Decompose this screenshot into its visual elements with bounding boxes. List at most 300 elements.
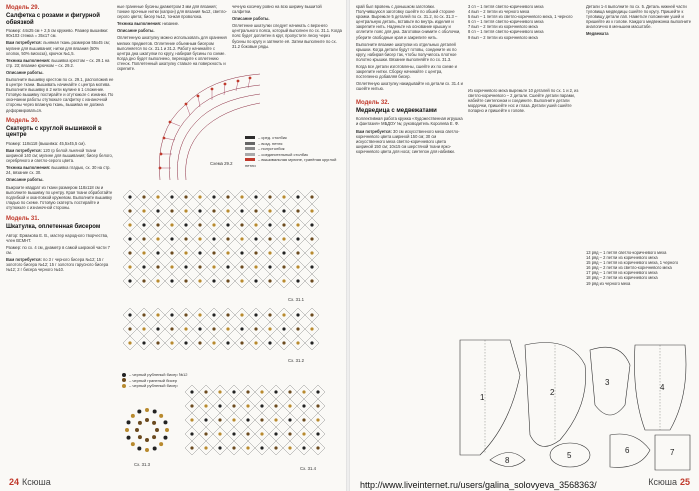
bead (226, 313, 229, 316)
bead (260, 418, 263, 421)
row-instruction: 13 ряд – 1 петля светло-коричневого меха (586, 250, 667, 255)
svg-text:5: 5 (567, 451, 572, 460)
bead (131, 442, 135, 446)
bead (282, 313, 285, 316)
left-footer (6, 477, 51, 487)
bead (240, 209, 243, 212)
model29-desc: Выполните вышивку крестом по сх. 29.1, расположив ее в центре ткани. Вышивать начинайте с центра мотива. Выполните вышивку в 2 нити мулине в 1 сложение. Готовую вышивку постирайте и отутюжьте с изнанки. По окончании работы отутюжьте салфетку с изнаночной стороны через влажную ткань, вышивка не должна деформироваться. (6, 76, 114, 113)
bead (184, 251, 187, 254)
pattern-piece-3 (590, 347, 630, 415)
bead (226, 327, 229, 330)
bead (156, 237, 159, 240)
bead (268, 223, 271, 226)
bead (268, 279, 271, 282)
bead (296, 251, 299, 254)
scheme-31-1-label: Сх. 31.1 (288, 297, 305, 302)
bead (282, 279, 285, 282)
bead (282, 341, 285, 344)
model30-tech: вышивка гладью, сх. 30 на стр. 24, вязание сх. 30. (6, 165, 111, 176)
svg-text:6: 6 (625, 446, 630, 455)
bead (296, 209, 299, 212)
bead (268, 251, 271, 254)
bead (316, 404, 319, 407)
bead (226, 209, 229, 212)
bead (156, 265, 159, 268)
bead (246, 418, 249, 421)
bead (282, 327, 285, 330)
topright-p1: чечную косичку ровно на всю ширину вышитой салфетки. (232, 4, 322, 15)
svg-text:4: 4 (660, 383, 665, 392)
bead (156, 341, 159, 344)
bead (127, 436, 131, 440)
bead (128, 313, 131, 316)
model32-title: Модель 32. (356, 99, 390, 106)
middle-tech-head: Техника выполнения: (117, 21, 162, 27)
bead (137, 446, 141, 450)
bead (240, 327, 243, 330)
svg-text:8: 8 (505, 456, 510, 465)
row-instruction: 3 сп – 1 петля светло-коричневого меха (468, 4, 544, 9)
bead (240, 195, 243, 198)
bead (128, 237, 131, 240)
bead (310, 313, 313, 316)
right-page-number: 25 (679, 477, 690, 487)
left-page-number: 24 (9, 477, 20, 487)
bead (142, 327, 145, 330)
bead (302, 404, 305, 407)
bead (268, 209, 271, 212)
bead (128, 279, 131, 282)
bead (142, 237, 145, 240)
bead (163, 436, 167, 440)
bead (288, 432, 291, 435)
right-magazine-title: Ксюша (648, 477, 677, 487)
bead (184, 341, 187, 344)
bead (128, 341, 131, 344)
pattern-piece-2 (525, 343, 586, 447)
bead-legend-item: – черный граненый бисер (122, 378, 232, 384)
sewing-pattern-pieces (450, 335, 695, 475)
right-col1-p2: Выполните вязание шкатулки из отдельных деталей крышки. Когда детали будут готовы, соедините их по кругу, набирая бисер так, чтобы получилось плотное полотно крышки. Вязание выполняйте по сх. 31.3. (356, 41, 457, 62)
bead (128, 265, 131, 268)
bead (156, 223, 159, 226)
bead (198, 209, 201, 212)
topright-desc: Оплетение шкатулки следует начинать с верхнего центрального пояса, который выполнен по сх. 31.1. Когда пояс будет доплетен в круг, пропустите леску через бусины по кругу и затяните её. Затем выполните по сх. 31.2 боковые ряды. (232, 23, 342, 49)
bead (204, 446, 207, 449)
row-instruction: 9 вып – 2 петли из коричневого меха (468, 34, 538, 40)
bead-scheme-31-2 (118, 305, 343, 365)
bead (302, 418, 305, 421)
crochet-legend (245, 135, 345, 168)
bead (153, 410, 157, 414)
row-instruction: 18 ряд – 2 петли из коричневого меха (586, 275, 658, 281)
bead (184, 279, 187, 282)
bead (316, 390, 319, 393)
row-instruction: 5 вып – 1 петля из светло-коричневого меха, 1 черного (468, 14, 573, 20)
bead (156, 313, 159, 316)
bead (240, 313, 243, 316)
bead (190, 418, 193, 421)
bead (152, 435, 156, 439)
bead (165, 428, 169, 432)
bead (142, 265, 145, 268)
left-text-column (6, 4, 114, 474)
bead (310, 341, 313, 344)
bead (156, 327, 159, 330)
bead (296, 341, 299, 344)
row-instruction: 4 вып – 2 петли из черного меха (468, 9, 530, 15)
bead (232, 432, 235, 435)
bead (254, 327, 257, 330)
right-col1-p3: Когда все детали изготовлены, сшейте их по схеме и закрепите нитки. Сборку начинайте с центра, постепенно добавляя бисер. (356, 64, 457, 80)
bead (240, 251, 243, 254)
bead (254, 341, 257, 344)
bead-legend-item: – черный рубленый бисер (122, 383, 232, 389)
bead (254, 209, 257, 212)
bead (138, 421, 142, 425)
scheme-29-2-label: Схема 29.2 (210, 161, 233, 166)
bead (212, 195, 215, 198)
model29-materials-head: Вам потребуется: (6, 40, 42, 46)
bead (145, 418, 149, 422)
bead (268, 195, 271, 198)
bead (274, 446, 277, 449)
bead (198, 327, 201, 330)
bead (274, 404, 277, 407)
bead (142, 209, 145, 212)
bead (246, 432, 249, 435)
bead (260, 446, 263, 449)
row-instruction: 19 ряд из черного меха (586, 280, 631, 286)
bead (128, 223, 131, 226)
bead (212, 209, 215, 212)
bead (240, 341, 243, 344)
bead (260, 432, 263, 435)
bead (310, 195, 313, 198)
model32-materials-head: Вам потребуется: (356, 128, 392, 134)
bead (310, 327, 313, 330)
bead (310, 251, 313, 254)
bead (316, 446, 319, 449)
bead (240, 279, 243, 282)
bead (170, 279, 173, 282)
bead (212, 237, 215, 240)
row-instruction: 14 ряд – 2 петли из коричневого меха (586, 255, 658, 261)
bead (131, 414, 135, 418)
scheme-31-2-label: Сх. 31.2 (288, 358, 305, 363)
right-col-3-text (586, 4, 694, 184)
bead (288, 390, 291, 393)
bead (254, 265, 257, 268)
svg-text:1: 1 (480, 393, 485, 402)
scheme-31-3-label: Сх. 31.3 (134, 462, 151, 467)
left-right-text (232, 4, 342, 66)
bead (198, 313, 201, 316)
bead (240, 265, 243, 268)
bead (142, 195, 145, 198)
bead (156, 251, 159, 254)
bead (204, 404, 207, 407)
row-instruction: 6 сп – 1 петля светло-коричневого меха (468, 19, 544, 25)
middle-desc: Оплетенную шкатулку можно использовать для хранения мелких предметов. Оплетение объемным бисером выполняется по сх. 31.1 и 31.2. Работу начинайте с центра дна шкатулки по кругу, набирая бусины по схеме. Когда дно будет выполнено, переходите к оплетению стенок. Поплетенный шкатулку ставьте на поверхность и скрепите. (117, 35, 227, 72)
bead (268, 265, 271, 268)
right-col-1 (356, 4, 464, 334)
bead (184, 237, 187, 240)
bead (226, 251, 229, 254)
left-page (0, 0, 346, 491)
model30-desc: Выкроите квадрат из ткани размером 118х118 см и выполните вышивку по центру. Края ткани обработайте подгибкой и окантовкой кружевом. Выполните вышивку гладью по схеме. Готовую скатерть постирайте и отутюжьте с изнаночной стороны. (6, 184, 113, 210)
bead (226, 195, 229, 198)
bead (212, 223, 215, 226)
right-footer (648, 477, 693, 487)
bead (159, 442, 163, 446)
bead (268, 327, 271, 330)
middle-tech: низание. (162, 21, 180, 27)
bead (274, 418, 277, 421)
model30-title: Модель 30. (6, 117, 40, 124)
bead (254, 237, 257, 240)
model31-size: Размер: по сх. 4 см, диаметр в самой широкой части 7 см. (6, 244, 110, 256)
bead (128, 327, 131, 330)
pattern-piece-6 (610, 434, 650, 467)
model29-desc-head: Описание работы. (6, 69, 44, 75)
bead (302, 390, 305, 393)
bead (170, 223, 173, 226)
bead (153, 446, 157, 450)
model30-tech-head: Техника выполнения: (6, 165, 51, 171)
bead (142, 223, 145, 226)
bead (288, 446, 291, 449)
bead (226, 237, 229, 240)
model31-subtitle: Шкатулка, оплетенная бисером (6, 224, 101, 231)
row-instruction: 17 ряд – 1 петля из коричневого меха (586, 270, 658, 276)
bead-legend-item: – черный рубленый бисер №12 (122, 372, 232, 378)
bead (310, 265, 313, 268)
bead (246, 404, 249, 407)
bead (145, 448, 149, 452)
bead (316, 432, 319, 435)
bead (310, 237, 313, 240)
row-instruction: 15 ряд – 1 петля из коричневого меха, 1 черного (586, 260, 679, 266)
bead (137, 410, 141, 414)
model32-author: Коллективная работа кружка «Художественная игрушка и фантазия» МБДОУ №; руководитель Королева Е. Ф. (356, 116, 463, 127)
bead (155, 428, 159, 432)
bead (142, 341, 145, 344)
model29-title: Модель 29. (6, 5, 40, 11)
bead (128, 209, 131, 212)
right-col3-head: Медвежата (586, 31, 609, 37)
model29-tech: вышивка крестом – сх. 29.1 на стр. 23; вязание крючком – сх. 29.2. (6, 57, 110, 68)
right-page (350, 0, 699, 491)
bead (204, 390, 207, 393)
bead (268, 313, 271, 316)
bead (128, 251, 131, 254)
watermark-url: http://www.liveinternet.ru/users/galina_solovyeva_3568363/ (360, 480, 597, 490)
bead (268, 341, 271, 344)
bead (302, 432, 305, 435)
bead (226, 265, 229, 268)
bead (135, 428, 139, 432)
bead (296, 265, 299, 268)
bead (198, 237, 201, 240)
bead (142, 279, 145, 282)
topright-desc-head: Описание работы. (232, 16, 270, 22)
bead (170, 195, 173, 198)
bead (254, 223, 257, 226)
model29-tech-head: Техника выполнения: (6, 57, 51, 63)
bead (145, 438, 149, 442)
right-col1-p4: Оплетённую шкатулку накидывайте из детали сх. 31.4 и сшейте нитью. (356, 81, 463, 92)
bead (170, 251, 173, 254)
bead (138, 435, 142, 439)
bead (198, 251, 201, 254)
bead (254, 195, 257, 198)
bead (170, 313, 173, 316)
model30-size: Размер: 118х118 (вышивка: 45,5х45,5 см). (6, 140, 86, 146)
row-instruction: 8 сп – 1 петля светло-коричневого меха (468, 29, 544, 35)
bead (282, 237, 285, 240)
bead (190, 404, 193, 407)
row-instruction: 7 вып – 2 петли из коричневого меха (468, 24, 538, 30)
bead (184, 327, 187, 330)
bead (170, 341, 173, 344)
bead (302, 446, 305, 449)
bead (204, 432, 207, 435)
bead (254, 313, 257, 316)
model30-desc-head: Описание работы. (6, 177, 44, 183)
bead (240, 223, 243, 226)
bead (310, 223, 313, 226)
bead (296, 237, 299, 240)
bead (274, 390, 277, 393)
model29-materials: льняная ткань размером 55х45 см; мулине для вышивания; нитки для вязания (50% хлопок, 50% вискоза), крючок №1,5. (6, 40, 110, 56)
bead (198, 341, 201, 344)
legend-item: – возд. петля (245, 141, 345, 147)
model31-materials: по 3 г черного бисера №12; 15 г золотого бисера №12; 15 г золотого гарусного бисера №12; 2 г бисера черного №10. (6, 257, 109, 273)
bead-scheme-31-4 (180, 380, 340, 475)
bead (232, 418, 235, 421)
bead (282, 265, 285, 268)
right-col-2-text (468, 88, 580, 333)
bead (156, 279, 159, 282)
bead (198, 265, 201, 268)
bead (218, 404, 221, 407)
bead (198, 279, 201, 282)
bead (282, 195, 285, 198)
model29-size: Размер: 44х25 см + 2,5 см кружево. Размер вышивки: 90х103 стежка = 35х17 см. (6, 28, 109, 39)
middle-p1: ные граненые бусины диаметром 3 мм для вязания; тонкие прочные нитки (капрон) для вязания №12, светло-серого цвета; бисер №12, тонкая проволока. (117, 4, 227, 20)
legend-item: – вышивальная мулине, гранёная круглой петли (245, 157, 337, 168)
bead (212, 279, 215, 282)
bead (274, 432, 277, 435)
bead (240, 237, 243, 240)
bead (218, 418, 221, 421)
bead (226, 279, 229, 282)
bead (288, 404, 291, 407)
bead (212, 313, 215, 316)
bead (246, 390, 249, 393)
bead (184, 265, 187, 268)
pattern-piece-1 (460, 340, 520, 455)
bead (296, 313, 299, 316)
bead (226, 223, 229, 226)
bead (218, 432, 221, 435)
row-instruction: 16 ряд – 2 петли из светло-коричневого меха (586, 265, 672, 271)
scheme-31-4-label: Сх. 31.4 (300, 466, 317, 471)
model31-materials-head: Вам потребуется: (6, 257, 42, 263)
bead (212, 327, 215, 330)
right-col1-p1: край был вровень с донышком заготовки. Получившуюся заготовку сшейте по обшей стороне кромки. Вырежьте 5 деталей по сх. 31.2, по сх. 31.3 – центральную деталь, вставьте во внутрь изделия и закрепите нить. Наденьте на основание крышку и оплетите пояс для дна. Заготовки снимите с оболочки, уберите свободные края и закрепите нить. (356, 4, 461, 40)
bead (190, 390, 193, 393)
bead (170, 327, 173, 330)
bead (145, 408, 149, 412)
bead (288, 418, 291, 421)
bead (156, 209, 159, 212)
bead (184, 195, 187, 198)
bead (226, 341, 229, 344)
bead (212, 251, 215, 254)
bead (296, 195, 299, 198)
bead (142, 313, 145, 316)
bead-scheme-31-3 (120, 400, 175, 470)
model31-author: Автор: Ермакова Е. В., мастер народного творчества, член ВСМНТ. (6, 232, 109, 243)
bead (125, 428, 129, 432)
bead (170, 209, 173, 212)
bead (170, 265, 173, 268)
bead (218, 446, 221, 449)
bead (296, 223, 299, 226)
bead (260, 390, 263, 393)
legend-item: – полустолбик (245, 146, 345, 152)
bead (232, 446, 235, 449)
bead (204, 418, 207, 421)
bead (170, 237, 173, 240)
bead (246, 446, 249, 449)
right-col3-text: Детали 1-4 выполните по сх. 5. Деталь нижней части туловища медведицы сшейте по кругу. Пришейте к туловищу детали лап. Наметьте положение ушей и пришейте их к голове. Каждого медвежонка выполните аналогично в меньшем масштабе. (586, 4, 692, 30)
model31-title: Модель 31. (6, 215, 40, 222)
right-col-2-rows (468, 4, 580, 84)
bead (184, 209, 187, 212)
bead (190, 432, 193, 435)
bead (156, 195, 159, 198)
bead (198, 195, 201, 198)
model30-subtitle: Скатерть с круглой вышивкой в центре (6, 126, 102, 139)
bead (268, 237, 271, 240)
bead (232, 404, 235, 407)
bead-scheme-31-1 (118, 185, 343, 305)
bead (142, 251, 145, 254)
bead (310, 279, 313, 282)
bead (316, 418, 319, 421)
legend-item: – сред. столбик (245, 135, 345, 141)
bead (212, 341, 215, 344)
model30-materials: 120 гр белой льняной ткани шириной 140 см; мулине для вышивания; бисер белого, серебряного и светло-серого цвета. (6, 147, 113, 164)
bead (152, 421, 156, 425)
bead (159, 414, 163, 418)
bead (184, 223, 187, 226)
bead (296, 327, 299, 330)
bead (260, 404, 263, 407)
bead (128, 195, 131, 198)
bead (310, 209, 313, 212)
right-col-3-rows (586, 250, 694, 330)
bead (184, 313, 187, 316)
bead (282, 251, 285, 254)
bead (296, 279, 299, 282)
bead (190, 446, 193, 449)
middle-desc-head: Описание работы. (117, 28, 155, 34)
bead (218, 390, 221, 393)
